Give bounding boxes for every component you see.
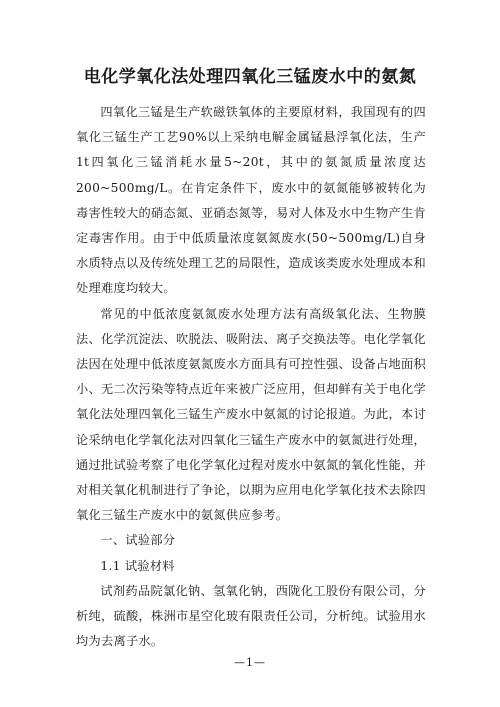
subsection-heading: 1.1 试验材料 xyxy=(100,558,175,573)
document-title: 电化学氧化法处理四氧化三锰废水中的氨氮 xyxy=(83,67,417,87)
section-heading: 一、试验部分 xyxy=(100,533,176,548)
page-number: —1— xyxy=(234,656,266,669)
paragraph-materials: 试剂药品院氯化钠、氢氧化钠，西陇化工股份有限公司，分析纯，硫酸，株洲市星空化玻有限责任公司，分析纯。试验用水均为去离子水。 xyxy=(76,583,426,649)
document-body xyxy=(76,100,426,654)
paragraph-intro: 四氧化三锰是生产软磁铁氧体的主要原材料，我国现有的四氧化三锰生产工艺90%以上采纳电解金属锰悬浮氧化法，生产1t四氧化三锰消耗水量5~20t，其中的氨氮质量浓度达200~500mg/L。在肯定条件下，废水中的氨氮能够被转化为毒害性较大的硝态氮、亚硝态氮等，易对人体及水中生物产生肯定毒害作用。由于中低质量浓度氨氮废水(50~500mg/L)自身水质特点以及传统处理工艺的局限性，造成该类废水处理成本和处理难度均较大。 xyxy=(76,105,426,296)
paragraph-methods-overview: 常见的中低浓度氨氮废水处理方法有高级氧化法、生物膜法、化学沉淀法、吹脱法、吸附法、离子交换法等。电化学氧化法因在处理中低浓度氨氮废水方面具有可控性强、设备占地面积小、无二次污染等特点近年来被广泛应用，但却鲜有关于电化学氧化法处理四氧化三锰生产废水中氨氮的讨论报道。为此，本讨论采纳电化学氧化法对四氧化三锰生产废水中的氨氮进行处理，通过批试验考察了电化学氧化过程对废水中氨氮的氧化性能，并对相关氧化机制进行了争论，以期为应用电化学氧化技术去除四氧化三锰生产废水中的氨氮供应参考。 xyxy=(76,306,426,523)
